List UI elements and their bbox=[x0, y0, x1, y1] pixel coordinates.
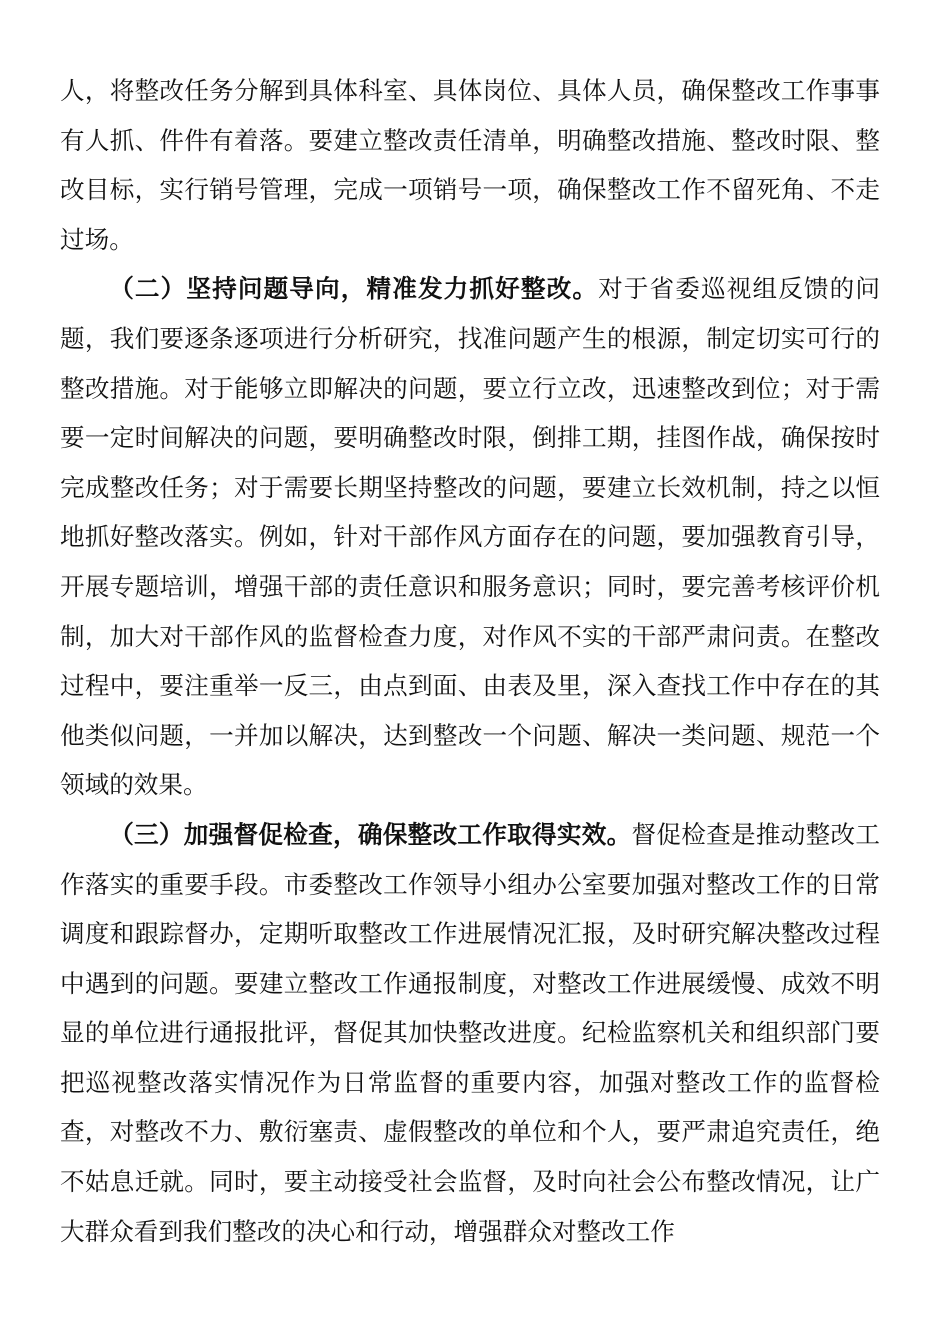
paragraph-section-3 bbox=[60, 810, 880, 1256]
section-heading: （二）坚持问题导向，精准发力抓好整改。 bbox=[109, 274, 599, 304]
paragraph-text: 督促检查是推动整改工作落实的重要手段。市委整改工作领导小组办公室要加强对整改工作的日常调度和跟踪督办，定期听取整改工作进展情况汇报，及时研究解决整改过程中遇到的问题。要建立整改工作通报制度，对整改工作进展缓慢、成效不明显的单位进行通报批评，督促其加快整改进度。纪检监察机关和组织部门要把巡视整改落实情况作为日常监督的重要内容，加强对整改工作的监督检查，对整改不力、敷衍塞责、虚假整改的单位和个人，要严肃追究责任，绝不姑息迁就。同时，要主动接受社会监督，及时向社会公布整改情况，让广大群众看到我们整改的决心和行动，增强群众对整改工作 bbox=[60, 819, 880, 1246]
section-heading: （三）加强督促检查，确保整改工作取得实效。 bbox=[109, 819, 632, 849]
paragraph-section-2 bbox=[60, 264, 880, 810]
document-page bbox=[60, 66, 880, 1256]
paragraph-continuation bbox=[60, 66, 880, 264]
paragraph-text: 人，将整改任务分解到具体科室、具体岗位、具体人员，确保整改工作事事有人抓、件件有着落。要建立整改责任清单，明确整改措施、整改时限、整改目标，实行销号管理，完成一项销号一项，确保整改工作不留死角、不走过场。 bbox=[60, 76, 880, 254]
paragraph-text: 对于省委巡视组反馈的问题，我们要逐条逐项进行分析研究，找准问题产生的根源，制定切实可行的整改措施。对于能够立即解决的问题，要立行立改，迅速整改到位；对于需要一定时间解决的问题，要明确整改时限，倒排工期，挂图作战，确保按时完成整改任务；对于需要长期坚持整改的问题，要建立长效机制，持之以恒地抓好整改落实。例如，针对干部作风方面存在的问题，要加强教育引导，开展专题培训，增强干部的责任意识和服务意识；同时，要完善考核评价机制，加大对干部作风的监督检查力度，对作风不实的干部严肃问责。在整改过程中，要注重举一反三，由点到面、由表及里，深入查找工作中存在的其他类似问题，一并加以解决，达到整改一个问题、解决一类问题、规范一个领域的效果。 bbox=[60, 274, 880, 800]
